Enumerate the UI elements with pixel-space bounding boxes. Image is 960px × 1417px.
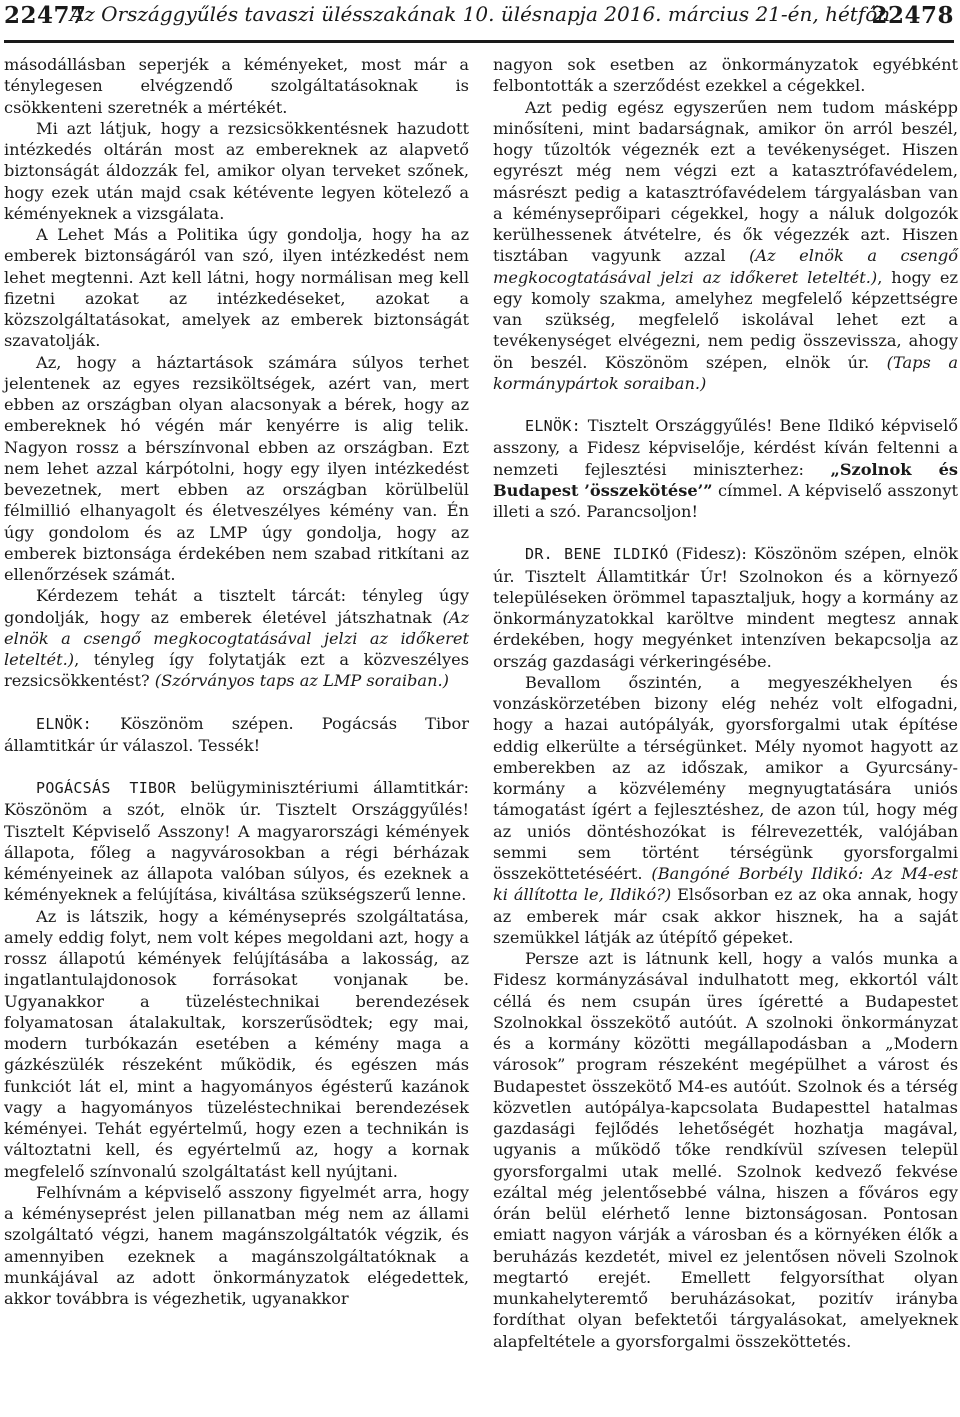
paragraph: Az, hogy a háztartások számára súlyos terhet jelentenek az egyes rezsiköltségek, azért van, mert ebben az országban olyan alacsonyak a bérek, hogy az embereknek hó végén már kenyérre is alig telik. Nagyon rossz a bérszínvonal ebben az országban. Ezt nem lehet azzal kárpótolni, hogy egy ilyen intézkedést bevezetnek, mert ebben az országban körülbelül félmillió elhanyagolt és életveszélyes kémény van. Én úgy gondolom és az LMP úgy gondolja, hogy az emberek biztonsága érdekében nem szabad ritkítani az ellenőrzések számát.	[4, 352, 469, 584]
speaker-name: POGÁCSÁS TIBOR	[36, 779, 177, 797]
paragraph: másodállásban seperjék a kéményeket, most már a ténylegesen elvégzendő szolgáltatásoknak is csökkenteni szeretnék a mértékét.	[4, 55, 469, 117]
stage-note: (Szórványos taps az LMP soraiban.)	[154, 671, 449, 691]
header-rule	[4, 40, 954, 43]
speech-paragraph: ELNÖK: Köszönöm szépen. Pogácsás Tibor államtitkár úr válaszol. Tessék!	[4, 713, 469, 755]
speech-paragraph: ELNÖK: Tisztelt Országgyűlés! Bene Ildikó képviselő asszony, a Fidesz képviselője, kérdést kíván feltenni a nemzeti fejlesztési miniszterhez: „Szolnok és Budapest ’összekötése’” címmel. A képviselő asszonyt illeti a szó. Parancsoljon!	[493, 416, 958, 521]
stage-note: (Az elnök a csengő megkocogtatásával jelzi az időkeret leteltét.)	[4, 607, 469, 669]
speech-paragraph: DR. BENE ILDIKÓ (Fidesz): Köszönöm szépen, elnök úr. Tisztelt Államtitkár Úr! Szolnokon és a környező településeken örömmel tapasztaljuk, hogy a kormány az önkormányzatokkal karöltve mindent megtesz annak érdekében, hogy megyénket intenzíven bekapcsolja az ország gazdasági vérkeringésébe.	[493, 544, 958, 671]
paragraph: nagyon sok esetben az önkormányzatok egyébként felbontották a szerződést ezekkel a cégekkel.	[493, 55, 958, 96]
paragraph: Bevallom őszintén, a megyeszékhelyen és vonzáskörzetében bizony elég nehéz volt elfogadni, hogy a hazai autópályák, gyorsforgalmi utak építése eddig elkerülte a térségünket. Mély nyomot hagyott az emberekben az az időszak, amikor a Gyurcsány-kormány a közvélemény megnyugtatására uniós támogatást ígért a fejlesztéshez, de azon túl, hogy még az uniós döntéshozókat is félrevezették, valójában semmi sem történt térségünk gyorsforgalmi összeköttetéséért. (Bangóné Borbély Ildikó: Az M4-est ki állította le, Ildikó?) Elsősorban ez az oka annak, hogy az emberek már csak akkor hisznek, ha a saját szemükkel látják az útépítő gépeket.	[493, 672, 958, 947]
paragraph: Felhívnám a képviselő asszony figyelmét arra, hogy a kéményseprést jelen pillanatban még nem az állami szolgáltató végzi, hanem magánszolgáltatók végzik, és amennyiben ezeknek a magánszolgáltatóknak a munkájával az adott önkormányzatok elégedettek, akkor továbbra is végezhetik, ugyanakkor	[4, 1182, 469, 1308]
paragraph: Kérdezem tehát a tisztelt tárcát: tényleg úgy gondolják, hogy az emberek életével játszhatnak (Az elnök a csengő megkocogtatásával jelzi az időkeret leteltét.), tényleg így folytatják ezt a közveszélyes rezsicsökkentést? (Szórványos taps az LMP soraiban.)	[4, 586, 469, 691]
paragraph: Persze azt is látnunk kell, hogy a valós munka a Fidesz kormányzásával indulhatott meg, ekkortól vált céllá és nem csupán üres ígéretté a Budapestet Szolnokkal összekötő autóút. A szolnoki önkormányzat és a kormány közötti megállapodásban a „Modern városok” program részeként megépülhet a várost és Budapestet összekötő M4-es autóút. Szolnok és a térség közvetlen autópálya-kapcsolata Budapesttel hatalmas gazdasági fejlődés lehetőségét hozhatja magával, ugyanis a működő tőke rendkívül szívesen települ gyorsforgalmi utak mellé. Szolnok kedvező fekvése ezáltal még jelentősebbé válna, hiszen a főváros egy órán belül elérhető lenne biztonságosan. Pontosan emiatt nagyon várják a városban és a környéken élők a beruházás kezdetét, mivel ez jelentősen növeli Szolnok megtartó erejét. Emellett felgyorsíthat olyan munkahelyteremtő beruházásokat, pozitív irányba fordíthat olyan befektetői tárgyalásokat, amelyeknek alapfeltétele a gyorsforgalmi összeköttetés.	[493, 949, 958, 1351]
speaker-name: ELNÖK:	[36, 714, 92, 733]
question-title: „Szolnok és Budapest ’összekötése’”	[493, 459, 958, 500]
page-number-right: 22478	[871, 2, 954, 29]
paragraph: Azt pedig egész egyszerűen nem tudom másképp minősíteni, mint badarságnak, amikor ön arról beszél, hogy tűzoltók végeznék ezt a tevékenységet. Hiszen egyrészt még nem végzi ezt a katasztrófavédelem, másrészt pedig a katasztrófavédelem tárgyalásban van a kéményseprőipari cégekkel, hogy a náluk dolgozók kerülhessenek átvételre, és ők végezzék azt. Hiszen tisztában vagyunk azzal (Az elnök a csengő megkocogtatásával jelzi az időkeret leteltét.), hogy ez egy komoly szakma, amelyhez megfelelő képzettségre van szükség, megfelelő iskolával lehet ezt a tevékenységet elvégezni, nem pedig összevissza, ahogy ön beszél. Köszönöm szépen, elnök úr. (Taps a kormánypártok soraiban.)	[493, 97, 958, 393]
page-header	[0, 0, 960, 44]
speaker-name: ELNÖK:	[525, 417, 581, 435]
stage-note: (Taps a kormánypártok soraiban.)	[493, 352, 958, 393]
page-number-left: 22477	[4, 2, 87, 29]
paragraph: Az is látszik, hogy a kéményseprés szolgáltatása, amely eddig folyt, nem volt képes megoldani azt, hogy a rossz állapotú kémények felújításába a lakosság, az ingatlantulajdonosok forrásokat vonjanak be. Ugyanakkor a tüzeléstechnikai berendezések folyamatosan átalakultak, korszerűsödtek; egy mai, modern turbókazán esetében a kémény maga a gázkészülék részeként működik, és egészen más funkciót lát el, mint a hagyományos égésterű kazánok vagy a hagyományos tüzeléstechnikai berendezések kéményei. Tehát egyértelmű, hogy ezen a technikán is változtatni kell, és egyértelmű az, hogy a kornak megfelelő színvonalú szolgáltatást kell nyújtani.	[4, 906, 469, 1181]
paragraph: Mi azt látjuk, hogy a rezsicsökkentésnek hazudott intézkedés oltárán most az embereknek az alapvető biztonságát áldozzák fel, amikor olyan terveket szőnek, hogy ezek után majd csak kétévente legyen kötelező a kéményeknek a vizsgálata.	[4, 118, 469, 223]
interjection: (Bangóné Borbély Ildikó: Az M4-est ki állította le, Ildikó?)	[493, 864, 958, 905]
left-column	[4, 54, 469, 1309]
running-title: Az Országgyűlés tavaszi ülésszakának 10. ülésnapja 2016. március 21-én, hétfőn	[69, 2, 891, 26]
speaker-name: DR. BENE ILDIKÓ	[525, 545, 669, 564]
right-column	[493, 54, 958, 1352]
speech-paragraph: POGÁCSÁS TIBOR belügyminisztériumi államtitkár: Köszönöm a szót, elnök úr. Tisztelt Országgyűlés! Tisztelt Képviselő Asszony! A magyarországi kémények állapota, főleg a nagyvárosokban a régi bérházak kéményeinek az állapota valóban súlyos, és ezeknek a kéményeknek a felújítása, kiváltása szükségszerű lenne.	[4, 778, 470, 905]
stage-note: (Az elnök a csengő megkocogtatásával jelzi az időkeret leteltét.)	[493, 246, 958, 287]
paragraph: A Lehet Más a Politika úgy gondolja, hogy ha az emberek biztonságáról van szó, ilyen intézkedést nem lehet megtenni. Azt kell látni, hogy normálisan meg kell fizetni azokat az intézkedéseket, azokat a közszolgáltatásokat, amelyek az emberek biztonságát szavatolják.	[4, 225, 469, 351]
